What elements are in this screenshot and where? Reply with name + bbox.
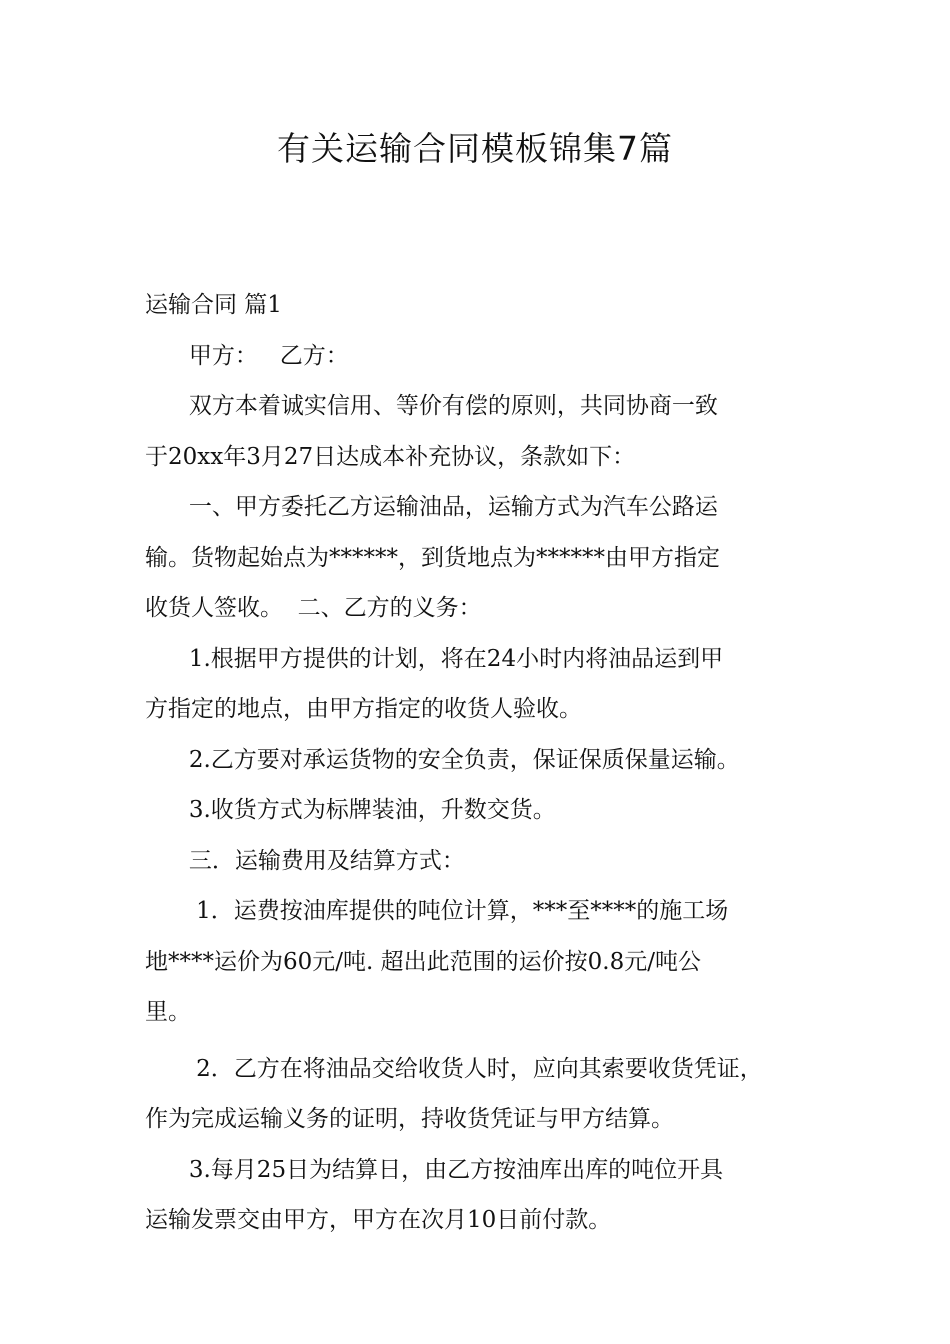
paragraph-line: 1．运费按油库提供的吨位计算，***至****的施工场: [145, 898, 729, 924]
paragraph-line: 甲方： 乙方：: [145, 342, 349, 369]
paragraph-line: 3.收货方式为标牌装油，升数交货。: [145, 797, 556, 823]
paragraph-line: 方指定的地点，由甲方指定的收货人验收。: [145, 696, 582, 722]
paragraph-line: 2．乙方在将油品交给收货人时，应向其索要收货凭证，: [145, 1055, 763, 1082]
paragraph-line: 一、甲方委托乙方运输油品，运输方式为汽车公路运: [145, 494, 718, 520]
document-title: 有关运输合同模板锦集7篇: [277, 129, 673, 168]
paragraph-line: 作为完成运输义务的证明，持收货凭证与甲方结算。: [145, 1106, 674, 1132]
paragraph-line: 1.根据甲方提供的计划，将在24小时内将油品运到甲: [145, 645, 724, 672]
section-heading: 运输合同 篇1: [145, 292, 282, 318]
paragraph-line: 地****运价为60元/吨. 超出此范围的运价按0.8元/吨公: [145, 948, 701, 975]
paragraph-line: 里。: [145, 999, 191, 1025]
paragraph-line: 双方本着诚实信用、等价有偿的原则，共同协商一致: [145, 393, 718, 419]
paragraph-line: 运输发票交由甲方，甲方在次月10日前付款。: [145, 1207, 612, 1233]
paragraph-line: 于20xx年3月27日达成本补充协议，条款如下：: [145, 443, 636, 470]
paragraph-line: 输。货物起始点为******，到货地点为******由甲方指定: [145, 544, 720, 571]
paragraph-line: 收货人签收。 二、乙方的义务：: [145, 595, 482, 621]
paragraph-line: 3.每月25日为结算日，由乙方按油库出库的吨位开具: [145, 1156, 724, 1183]
document-body: [145, 280, 815, 1246]
paragraph-line: 三．运输费用及结算方式：: [145, 847, 465, 874]
paragraph-line: 2.乙方要对承运货物的安全负责，保证保质保量运输。: [145, 746, 740, 773]
